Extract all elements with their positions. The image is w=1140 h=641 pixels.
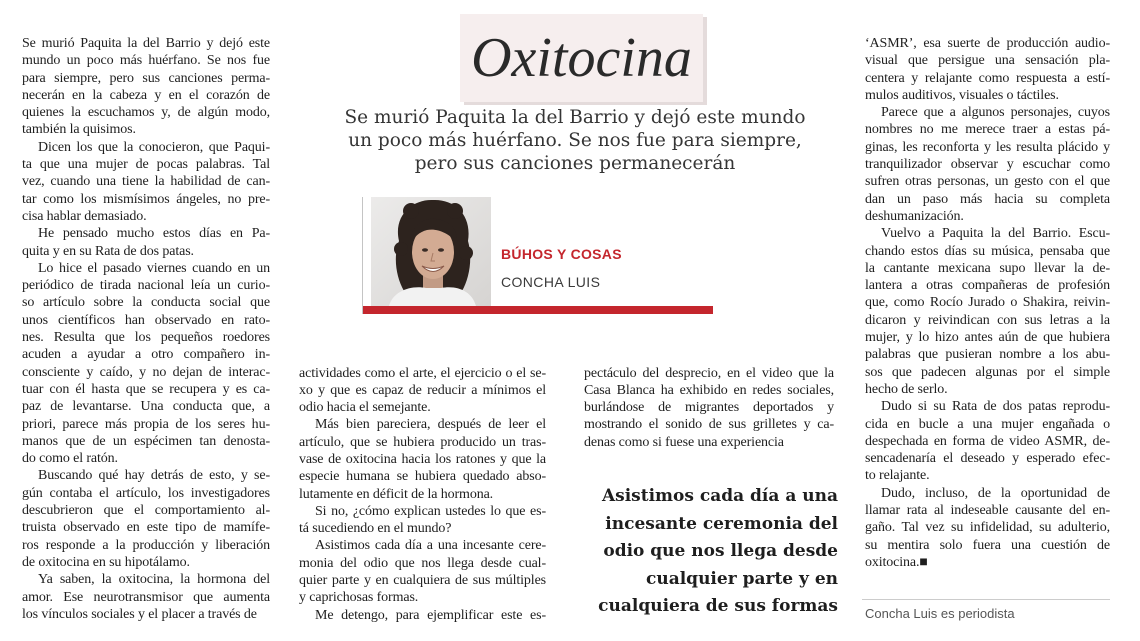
text-line: y caprichosas formas. [299,590,419,606]
paragraph [865,398,1110,484]
text-line: actividades como el arte, el ejercicio o el se- [299,365,546,381]
text-line: mostrando el sonido de sus grilletes y ca- [584,417,834,433]
text-line: cida en bucle a una mujer engañada o [865,416,1110,432]
text-line: He pensado mucho estos días en Pa- [38,226,270,242]
text-line: acuden a ayudar a otro compañero in- [22,347,270,363]
text-line: necerán en la cabeza y en el corazón de [22,87,270,103]
author-note-rule [862,599,1110,600]
pull-quote [586,483,838,621]
article-column-2 [299,365,546,624]
text-line: quita y en su Rata de dos patas. [22,243,194,259]
text-line: sencadenaría el deseado y esperado efec- [865,451,1110,467]
text-line: burlándose de migrantes deportados y [584,400,834,416]
text-line: tar como los mismísimos ángeles, no pre- [22,191,270,207]
text-line: cisa hablar demasiado. [22,208,147,224]
pull-quote-line: odio que nos llega desde [603,541,838,561]
text-line: Parece que a algunos personajes, cuyos [881,105,1110,121]
text-line: palabras que pusieran nombre a los abu- [865,347,1110,363]
pull-quote-line: cualquiera de sus formas [598,596,838,616]
text-line: dan un paso más hacia su completa [865,191,1110,207]
text-line: Asistimos cada día a una incesante cere- [315,538,546,554]
column-section-name: BÚHOS Y COSAS [501,246,622,262]
article-column-3 [584,365,834,451]
text-line: truista observado en este tipo de mamífe- [22,520,270,536]
text-line: odio hacia el semejante. [299,400,431,416]
paragraph [865,485,1110,571]
text-line: descubrieron que el comportamiento al- [22,503,270,519]
text-line: su mentira solo fuera una cuestión de [865,537,1110,553]
text-line: manos que de un espécimen tan denosta- [22,433,270,449]
text-line: do como el ratón. [22,451,118,467]
text-line: Se murió Paquita la del Barrio y dejó este [22,36,270,51]
text-line: Me detengo, para ejemplificar este es- [315,607,546,623]
text-line: amor. Ese neurotransmisor que aumenta [22,589,270,605]
paragraph [299,503,546,538]
article-column-1 [22,35,270,623]
paragraph [299,365,546,417]
text-line: gún contaba el artículo, los investigadores [22,485,270,501]
text-line: consciente y caído, y no dejan de interac- [22,364,270,380]
text-line: llamar rata al indeseable causante del en- [865,503,1110,519]
paragraph [22,225,270,260]
text-line: hecho de serlo. [865,381,948,397]
paragraph [299,607,546,624]
text-line: Dudo, incluso, de la oportunidad de [881,485,1110,501]
pull-quote-line: Asistimos cada día a una [601,486,838,506]
text-line: paz de levantarse. Una conducta que, a [22,399,270,415]
text-line: visual que persigue una sensación pla- [865,53,1110,69]
author-name: CONCHA LUIS [501,274,601,290]
text-line: mulos auditivos, visuales o táctiles. [865,87,1059,103]
accent-bar [363,306,713,314]
text-line: vez, cuando una tiene la habilidad de can- [22,174,270,190]
paragraph [865,35,1110,104]
text-line: nes. Resulta que los pequeños roedores [22,330,270,346]
text-line: priori, parece más propia de los seres hu- [22,416,270,432]
text-line: to relajante. [865,468,930,484]
paragraph [584,365,834,451]
author-note: Concha Luis es periodista [865,606,1015,621]
text-line: nombres no me merece traer a estas pá- [865,122,1110,138]
paragraph [22,467,270,571]
paragraph [22,139,270,225]
text-line: denas como si fuese una experiencia [584,434,784,450]
text-line: chando estos días su música, pensaba que [865,243,1110,259]
text-line: dicaron y reivindican con sus letras a la [865,312,1110,328]
paragraph [299,416,546,502]
paragraph [299,537,546,606]
paragraph [22,571,270,623]
text-line: despechada en forma de video ASMR, de- [865,433,1110,449]
pull-quote-line: cualquier parte y en [646,568,838,589]
text-line: xo y que es capaz de reducir a mínimos el [299,382,546,398]
subheadline-line: Se murió Paquita la del Barrio y dejó este mundo [344,107,806,128]
subheadline-line: un poco más huérfano. Se nos fue para siempre, [348,130,802,151]
headline-box [460,14,703,102]
text-line: lantera a otras compañeras de profesión [865,278,1110,294]
text-line: Vuelvo a Paquita la del Barrio. Escu- [881,226,1110,242]
text-line: Lo hice el pasado viernes cuando en un [38,260,270,276]
text-line: ros responde a la producción y liberación [22,537,270,553]
subheadline [300,106,850,175]
article-column-4 [865,35,1110,571]
text-line: ‘ASMR’, esa suerte de producción audio- [865,36,1110,51]
headline: Oxitocina [471,27,692,89]
text-line: Si no, ¿cómo explican ustedes lo que es- [315,503,546,519]
text-line: sufren otras personas, un gesto con el que [865,174,1110,190]
text-line: Dudo si su Rata de dos patas reprodu- [881,399,1110,415]
text-line: especie humana se hubiera quedado abso- [299,469,546,485]
pull-quote-line: incesante ceremonia del [605,513,838,534]
text-line: pectáculo del desprecio, en el video que la [584,365,834,381]
text-line: tuar con él hasta que se recupera y es ca- [22,381,270,397]
text-line: ta que una mujer de pocas palabras. Tal [22,157,270,173]
subheadline-line: pero sus canciones permanecerán [414,153,736,174]
text-line: gaño. Tal vez su infidelidad, su adulterio, [865,520,1110,536]
paragraph [865,225,1110,398]
text-line: mujer, y lo hizo antes aún de que hubiera [865,330,1110,346]
text-line: los vínculos sociales y el placer a través de [22,606,257,622]
text-line: Más bien pareciera, después de leer el [315,417,546,433]
text-line: centera y relajante como respuesta a estí- [865,70,1110,86]
text-line: sos que padecen algunas por el simple [865,364,1110,380]
text-line: ginas, les reconforta y les resulta plácido y [865,139,1110,155]
text-line: Buscando qué hay detrás de esto, y se- [38,468,270,484]
author-portrait-image [371,197,491,306]
text-line: tranquilizador observar y escuchar como [865,157,1110,173]
text-line: so artículo sobre la conducta social que [22,295,270,311]
text-line: de oxitocina en su hipotálamo. [22,554,190,570]
text-line: mundo un poco más huérfano. Se nos fue [22,53,270,69]
text-line: vase de oxitocina hacia los ratones y que la [299,451,546,467]
text-line: artículo, que se hubiera producido un tras- [299,434,546,450]
text-line: periódico de tirada nacional leía un curio- [22,278,270,294]
text-line: oxitocina.■ [865,554,928,570]
text-line: que, como Rocío Jurado o Shakira, reivin- [865,295,1110,311]
text-line: deshumanización. [865,208,964,224]
text-line: para siempre, pero sus canciones perma- [22,70,270,86]
text-line: Dicen los que la conocieron, que Paqui- [38,139,270,155]
paragraph [22,35,270,139]
paragraph [22,260,270,468]
text-line: quienes la escuchamos y, de algún modo, [22,105,270,121]
text-line: Casa Blanca ha exhibido en redes sociales, [584,382,834,398]
text-line: Ya saben, la oxitocina, la hormona del [38,572,270,588]
text-line: lutamente en déficit de la hormona. [299,486,494,502]
text-line: también la quisimos. [22,122,136,138]
text-line: quier parte y en cualquiera de sus múltiples [299,573,546,589]
paragraph [865,104,1110,225]
byline-box [362,197,713,314]
text-line: la cantante mexicana supo llevar la de- [865,260,1110,276]
text-line: monia del odio que nos llega desde cual- [299,555,546,571]
text-line: tá sucediendo en el mundo? [299,521,452,537]
author-photo [371,197,491,306]
text-line: unos científicos han observado en rato- [22,312,270,328]
